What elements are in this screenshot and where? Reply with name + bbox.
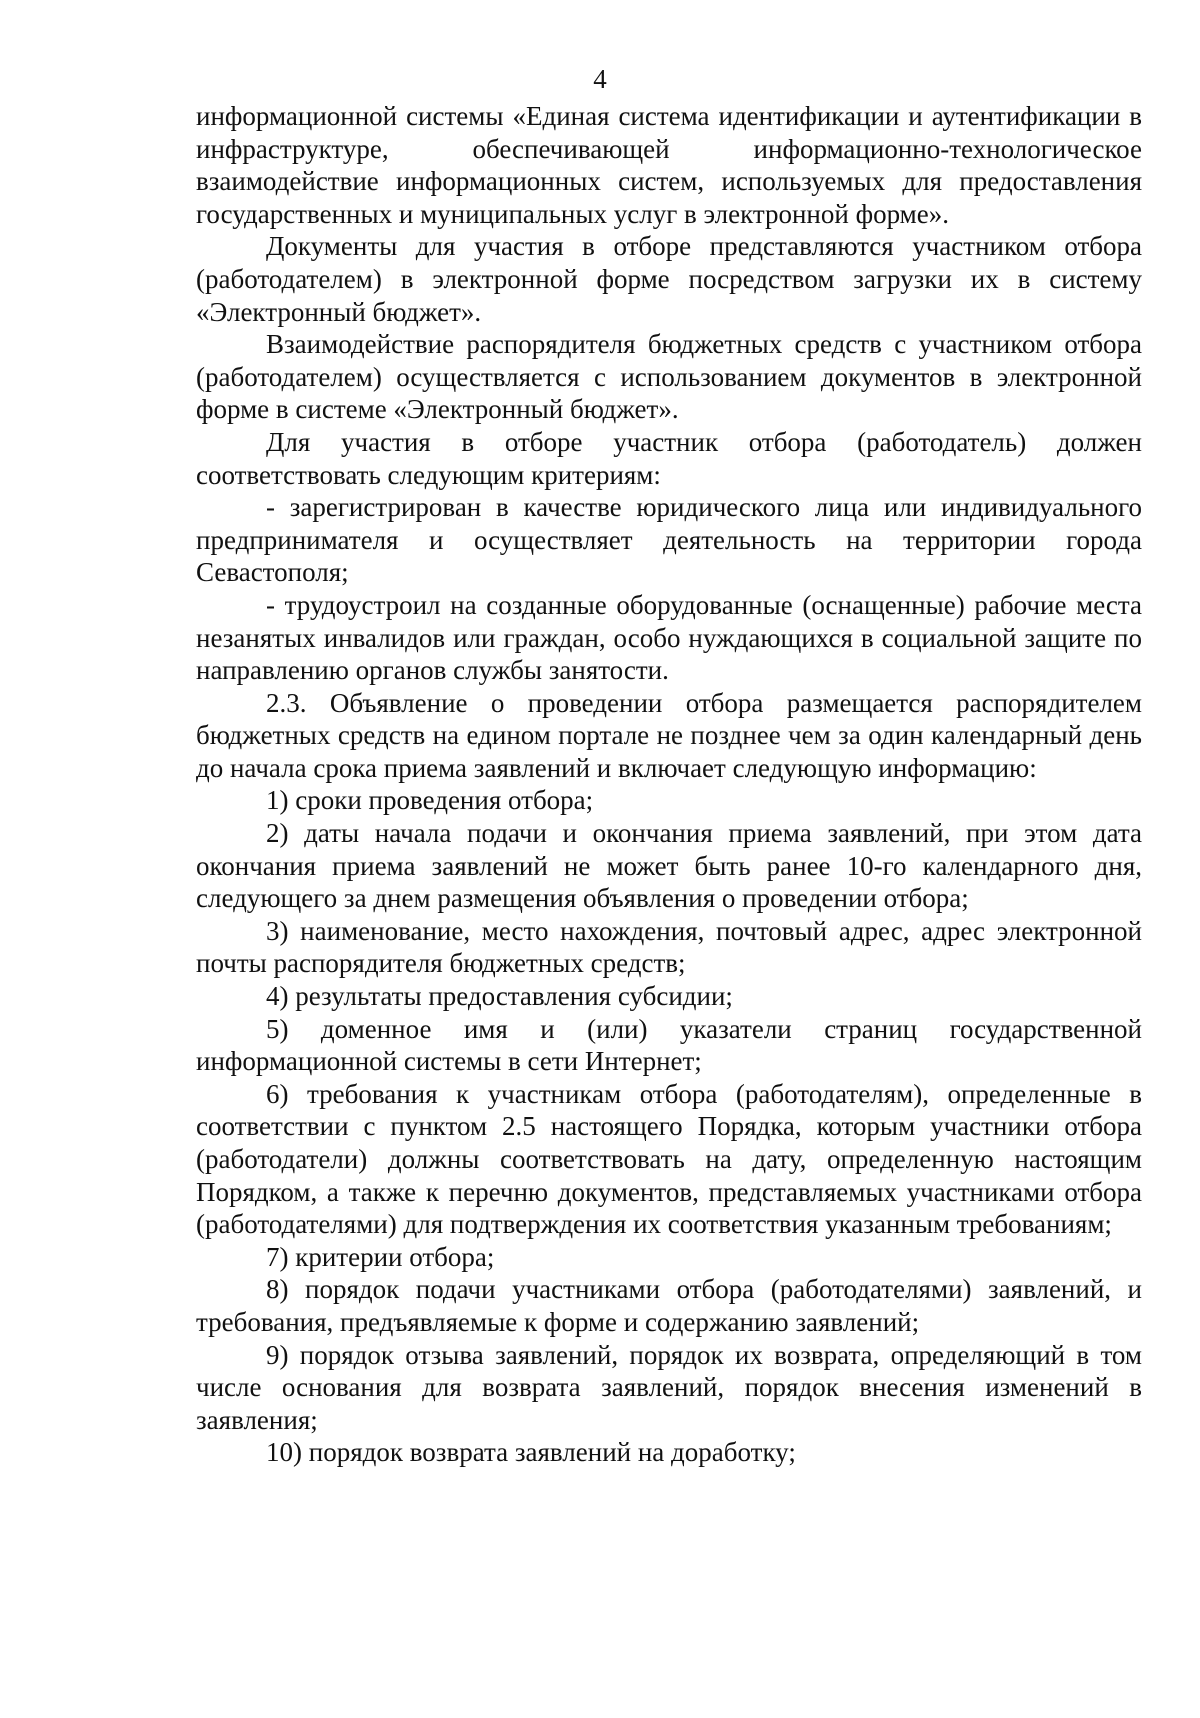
list-item-8: 8) порядок подачи участниками отбора (работодателями) заявлений, и требования, предъявляемые к форме и содержанию заявлений; — [196, 1274, 1142, 1337]
list-item-1: 1) сроки проведения отбора; — [266, 785, 594, 816]
paragraph-interaction: Взаимодействие распорядителя бюджетных средств с участником отбора (работодателем) осуществляется с использованием документов в электронной форме в системе «Электронный бюджет». — [196, 329, 1142, 425]
list-item-5: 5) доменное имя и (или) указатели страниц государственной информационной системы в сети Интернет; — [196, 1013, 1142, 1077]
paragraph-criteria-intro: Для участия в отборе участник отбора (работодатель) должен соответствовать следующим критериям: — [196, 426, 1142, 490]
list-item-7: 7) критерии отбора; — [266, 1241, 495, 1272]
document-body — [196, 100, 1142, 1469]
list-item-6: 6) требования к участникам отбора (работодателям), определенные в соответствии с пунктом 2.5 настоящего Порядка, которым участники отбора (работодатели) должны соответствовать на дату, определенную настоящим Порядком, а также к перечню документов, представляемых участниками отбора (работодателями) для подтверждения их соответствия указанным требованиям; — [196, 1078, 1142, 1240]
list-item-10: 10) порядок возврата заявлений на доработку; — [266, 1437, 796, 1468]
page-number: 4 — [593, 64, 607, 94]
paragraph-criterion-employed: - трудоустроил на созданные оборудованные (оснащенные) рабочие места незанятых инвалидов или граждан, особо нуждающихся в социальной защите по направлению органов службы занятости. — [196, 589, 1142, 686]
paragraph-criterion-registered: - зарегистрирован в качестве юридического лица или индивидуального предпринимателя и осуществляет деятельность на территории города Севастополя; — [196, 492, 1142, 588]
list-item-4: 4) результаты предоставления субсидии; — [266, 981, 733, 1012]
paragraph-documents-submission: Документы для участия в отборе представляются участником отбора (работодателем) в электронной форме посредством загрузки их в систему «Электронный бюджет». — [196, 231, 1142, 327]
list-item-9: 9) порядок отзыва заявлений, порядок их возврата, определяющий в том числе основания для возврата заявлений, порядок внесения изменений в заявления; — [196, 1339, 1142, 1435]
list-item-2: 2) даты начала подачи и окончания приема заявлений, при этом дата окончания приема заявлений не может быть ранее 10-го календарного дня, следующего за днем размещения объявления о проведении отбора; — [196, 818, 1142, 914]
list-item-3: 3) наименование, место нахождения, почтовый адрес, адрес электронной почты распорядителя бюджетных средств; — [196, 915, 1142, 979]
paragraph-esia-continuation: информационной системы «Единая система идентификации и аутентификации в инфраструктуре, обеспечивающей информационно-технологическое взаимодействие информационных систем, используемых для предоставления государственных и муниципальных услуг в электронной форме». — [196, 101, 1142, 229]
paragraph-clause-2-3: 2.3. Объявление о проведении отбора размещается распорядителем бюджетных средств на едином портале не позднее чем за один календарный день до начала срока приема заявлений и включает следующую информацию: — [196, 687, 1142, 783]
